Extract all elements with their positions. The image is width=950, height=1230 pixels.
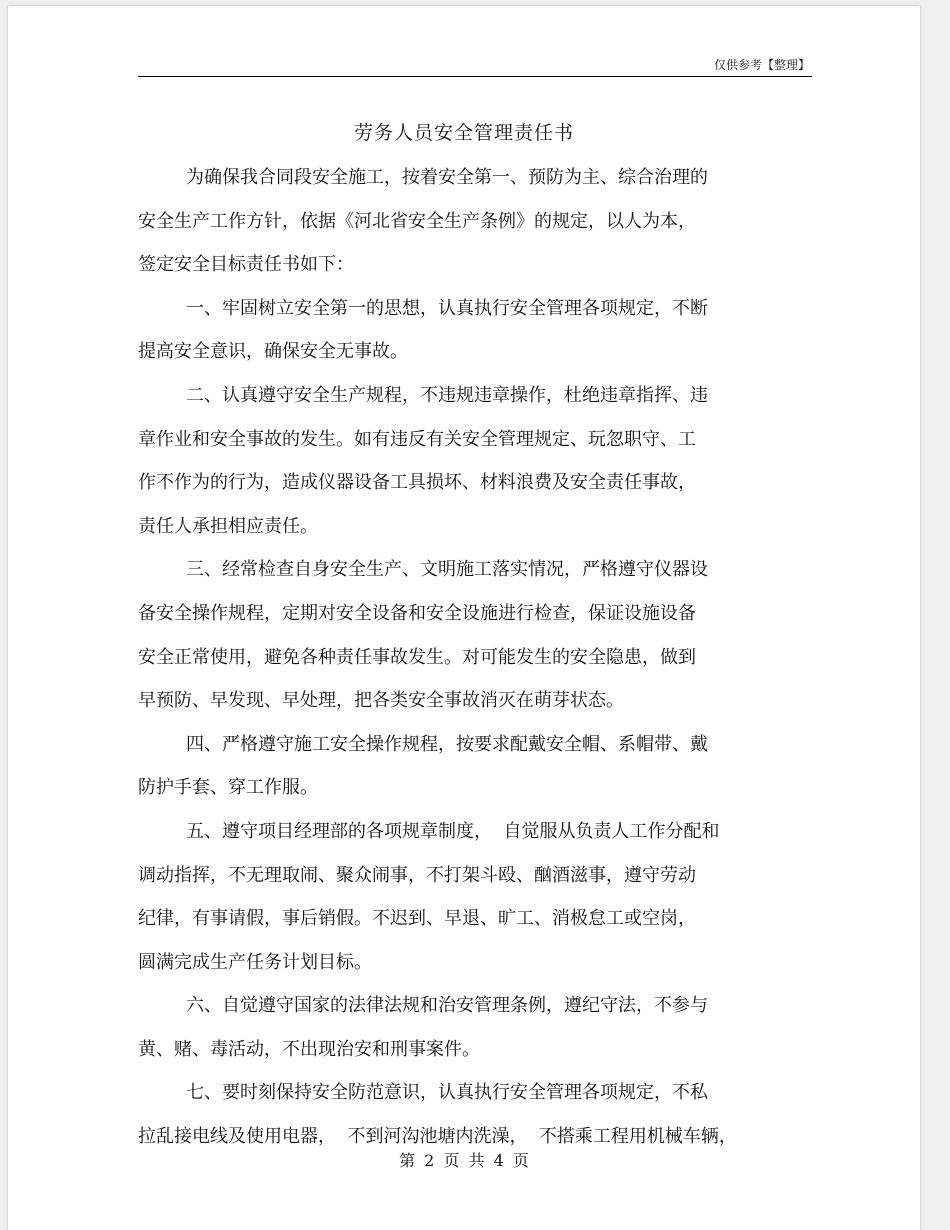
paragraph-line: 签定安全目标责任书如下：	[138, 254, 354, 276]
paragraph-line: 黄、赌、毒活动，不出现治安和刑事案件。	[138, 1038, 480, 1060]
paragraph-line: 圆满完成生产任务计划目标。	[138, 951, 372, 973]
paragraph	[138, 1071, 798, 1158]
paragraph-line: 责任人承担相应责任。	[138, 515, 318, 537]
paragraph-line: 拉乱接电线及使用电器， 不到河沟池塘内洗澡， 不搭乘工程用机械车辆，	[138, 1126, 737, 1148]
paragraph-line: 章作业和安全事故的发生。如有违反有关安全管理规定、玩忽职守、工	[138, 428, 696, 450]
paragraph-line: 备安全操作规程，定期对安全设备和安全设施进行检查，保证设施设备	[138, 602, 696, 624]
document-page	[8, 6, 920, 1230]
header-note: 仅供参考【整理】	[713, 58, 810, 72]
paragraph	[138, 156, 798, 287]
paragraph	[138, 984, 798, 1071]
paragraph-line: 七、要时刻保持安全防范意识，认真执行安全管理各项规定，不私	[186, 1082, 708, 1104]
paragraph-line: 六、自觉遵守国家的法律法规和治安管理条例，遵纪守法，不参与	[186, 995, 708, 1017]
page-footer: 第 2 页 共 4 页	[399, 1151, 529, 1170]
paragraph-line: 五、遵守项目经理部的各项规章制度， 自觉服从负责人工作分配和	[186, 820, 720, 842]
paragraph-line: 作不作为的行为，造成仪器设备工具损坏、材料浪费及安全责任事故，	[138, 472, 696, 494]
document-body	[138, 156, 798, 1159]
header-divider	[138, 76, 812, 77]
paragraph-line: 一、牢固树立安全第一的思想，认真执行安全管理各项规定，不断	[186, 297, 708, 319]
paragraph	[138, 287, 798, 374]
paragraph-line: 四、严格遵守施工安全操作规程，按要求配戴安全帽、系帽带、戴	[186, 733, 708, 755]
paragraph-line: 安全生产工作方针，依据《河北省安全生产条例》的规定，以人为本，	[138, 210, 696, 232]
paragraph-line: 调动指挥，不无理取闹、聚众闹事，不打架斗殴、酗酒滋事，遵守劳动	[138, 864, 696, 886]
paragraph-line: 防护手套、穿工作服。	[138, 777, 318, 799]
paragraph	[138, 548, 798, 722]
paragraph-line: 提高安全意识，确保安全无事故。	[138, 341, 408, 363]
paragraph	[138, 374, 798, 548]
paragraph-line: 二、认真遵守安全生产规程，不违规违章操作，杜绝违章指挥、违	[186, 384, 708, 406]
paragraph-line: 纪律，有事请假，事后销假。不迟到、早退、旷工、消极怠工或空岗，	[138, 908, 696, 930]
paragraph-line: 安全正常使用，避免各种责任事故发生。对可能发生的安全隐患，做到	[138, 646, 696, 668]
paragraph	[138, 810, 798, 984]
paragraph	[138, 723, 798, 810]
paragraph-line: 三、经常检查自身安全生产、文明施工落实情况，严格遵守仪器设	[186, 559, 708, 581]
paragraph-line: 为确保我合同段安全施工，按着安全第一、预防为主、综合治理的	[186, 167, 708, 188]
paragraph-line: 早预防、早发现、早处理，把各类安全事故消灭在萌芽状态。	[138, 690, 624, 712]
document-title: 劳务人员安全管理责任书	[353, 122, 574, 144]
